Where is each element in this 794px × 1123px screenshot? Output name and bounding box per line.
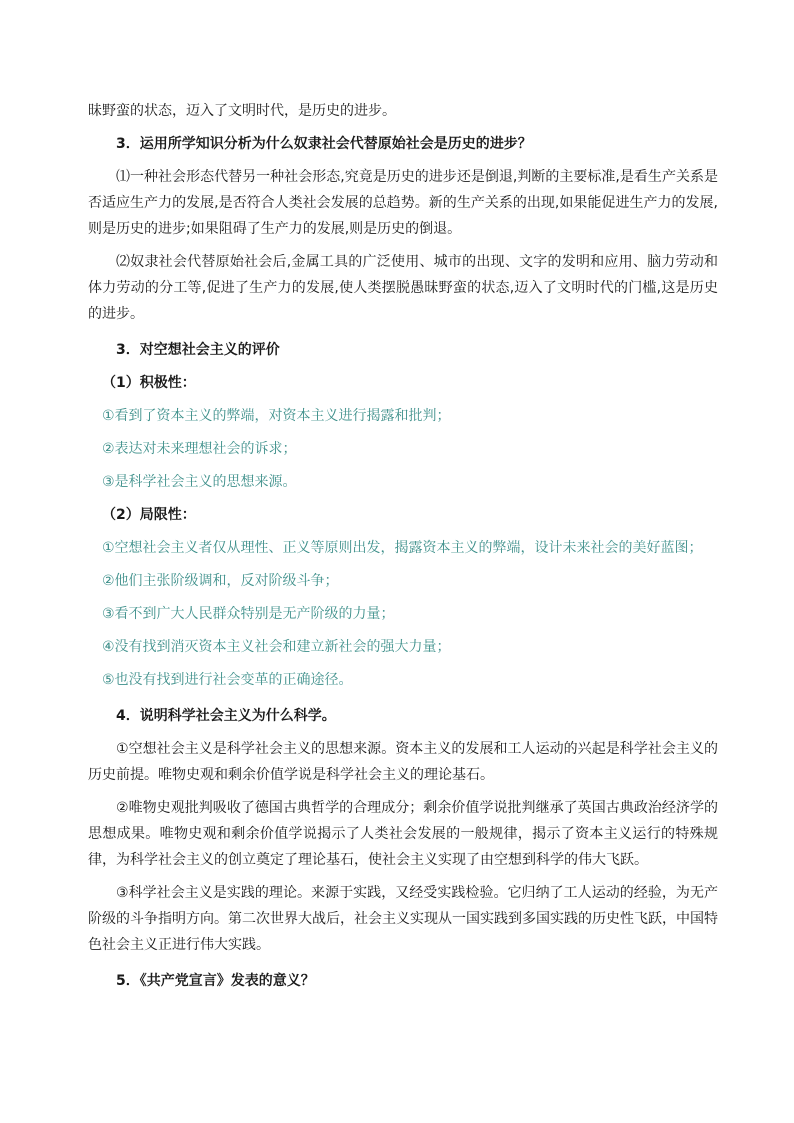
limitations-title: （2）局限性： (102, 507, 196, 523)
q4-title: 4．说明科学社会主义为什么科学。 (116, 708, 336, 724)
positive-item: ③是科学社会主义的思想来源。 (102, 474, 297, 490)
intro-line: 昧野蛮的状态，迈入了文明时代，是历史的进步。 (88, 103, 396, 119)
q3-title: 3．运用所学知识分析为什么奴隶社会代替原始社会是历史的进步？ (116, 136, 532, 152)
positive-item: ①看到了资本主义的弊端，对资本主义进行揭露和批判； (102, 408, 451, 424)
limitation-item: ⑤也没有找到进行社会变革的正确途径。 (102, 672, 353, 688)
positives-title: （1）积极性： (102, 375, 196, 391)
limitation-item: ①空想社会主义者仅从理性、正义等原则出发，揭露资本主义的弊端，设计未来社会的美好蓝图； (102, 540, 703, 556)
q4-paragraph-1: ①空想社会主义是科学社会主义的思想来源。资本主义的发展和工人运动的兴起是科学社会主义的历史前提。唯物史观和剩余价值学说是科学社会主义的理论基石。 (88, 741, 718, 783)
limitation-item: ④没有找到消灭资本主义社会和建立新社会的强大力量； (102, 639, 451, 655)
q3-paragraph-1: ⑴一种社会形态代替另一种社会形态,究竟是历史的进步还是倒退,判断的主要标准,是看生产关系是否适应生产力的发展,是否符合人类社会发展的总趋势。新的生产关系的出现,如果能促进生产力的发展,则是历史的进步;如果阻碍了生产力的发展,则是历史的倒退。 (88, 169, 718, 237)
q5-title: 5．《共产党宣言》发表的意义？ (116, 973, 315, 989)
document-page (88, 98, 718, 994)
q3-paragraph-2: ⑵奴隶社会代替原始社会后,金属工具的广泛使用、城市的出现、文字的发明和应用、脑力劳动和体力劳动的分工等,促进了生产力的发展,使人类摆脱愚昧野蛮的状态,迈入了文明时代的门槛,这是历史的进步。 (88, 254, 718, 322)
positive-item: ②表达对未来理想社会的诉求； (102, 441, 297, 457)
limitation-item: ③看不到广大人民群众特别是无产阶级的力量； (102, 606, 395, 622)
q3b-title: 3．对空想社会主义的评价 (116, 342, 280, 358)
q4-paragraph-2: ②唯物史观批判吸收了德国古典哲学的合理成分；剩余价值学说批判继承了英国古典政治经济学的思想成果。唯物史观和剩余价值学说揭示了人类社会发展的一般规律，揭示了资本主义运行的特殊规律，为科学社会主义的创立奠定了理论基石，使社会主义实现了由空想到科学的伟大飞跃。 (88, 800, 718, 868)
limitation-item: ②他们主张阶级调和，反对阶级斗争； (102, 573, 339, 589)
q4-paragraph-3: ③科学社会主义是实践的理论。来源于实践，又经受实践检验。它归纳了工人运动的经验，为无产阶级的斗争指明方向。第二次世界大战后，社会主义实现从一国实践到多国实践的历史性飞跃，中国特色社会主义正进行伟大实践。 (88, 885, 718, 953)
